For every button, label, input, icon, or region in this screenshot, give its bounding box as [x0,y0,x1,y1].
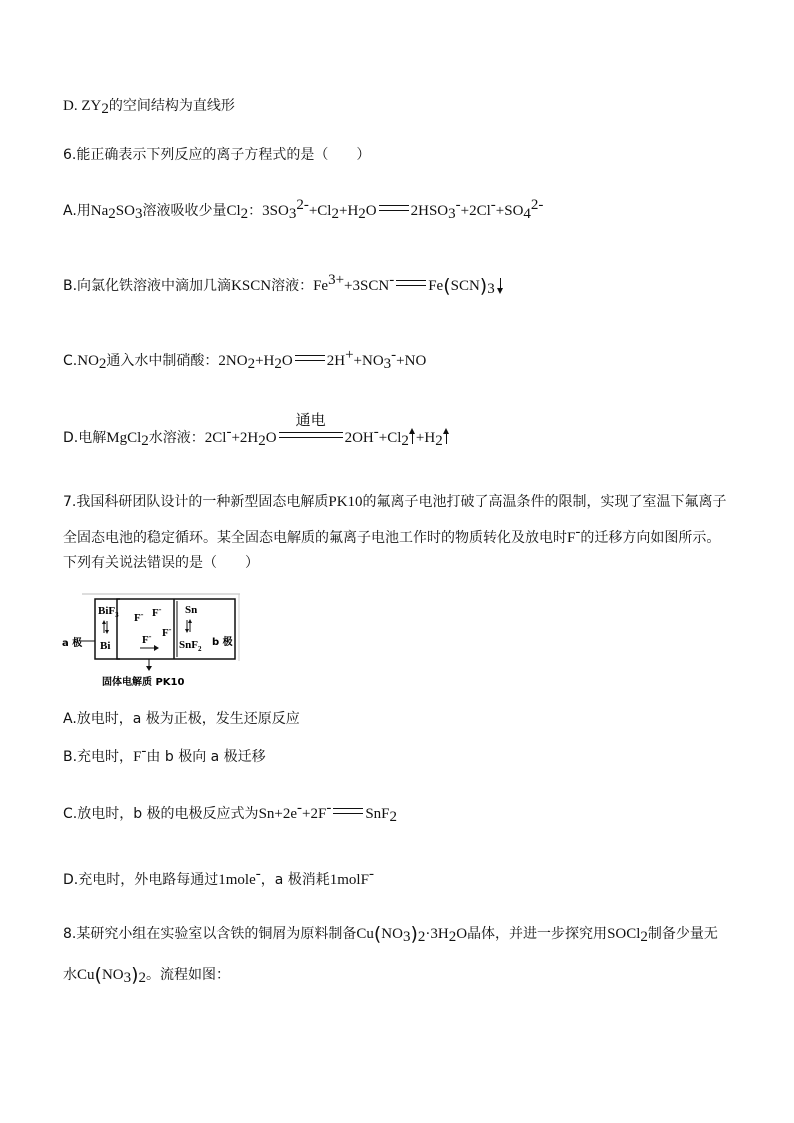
equals-sign [396,280,426,286]
precipitate-arrow-icon [500,278,501,292]
q7-stem-line3: 下列有关说法错误的是（ ） [63,555,259,571]
q7-stem-line2: 全固态电池的稳定循环。某全固态电解质的氟离子电池工作时的物质转化及放电时F-的迁移方向如图所示。 [63,524,721,546]
q5-optd-formula: D. ZY [63,98,102,114]
f-ion-label: F- [142,632,152,646]
f-ion-label: F- [134,610,144,624]
equals-sign [379,205,409,211]
diagram-caption: 固体电解质 PK10 [102,677,185,687]
equals-sign [295,355,325,361]
q8-stem-line1: 8.某研究小组在实验室以含铁的铜屑为原料制备$Cu(NO_3)_2\cdot 3H_2O$晶体，并进一步探究用SOCl$_2$制备少量无 [63,923,718,945]
gas-arrow-icon [412,430,413,444]
gas-arrow-icon [446,430,447,444]
electrode-a-label: a 极 [62,638,83,649]
q7-option-c: C.放电时，b 极的电极反应式为Sn+2e-+2F- SnF$_2$ [63,800,398,825]
electrolysis-equals-sign [279,411,343,438]
bif3-label: BiF$_3$ [98,605,119,619]
battery-diagram [62,593,242,687]
q6-option-a: A.用$Na_2SO_3$溶液吸收少量$Cl_2$：$3SO_3^{2-}+Cl_2+H_2O$ $2HSO_3^-+2Cl^-+SO_4^{2-}$ [63,197,544,222]
sn-label: Sn [185,604,198,616]
q5-option-d: D. $ZY_2$的空间结构为直线形 [63,98,235,117]
q7-option-a: A.放电时，a 极为正极，发生还原反应 [63,711,300,727]
snf2-label: SnF$_2$ [179,639,202,653]
q6-option-d: D.电解MgCl$_2$水溶液：$2Cl^-+2H_2O$ 通电 $2OH^-+Cl_2 +H_2$ [63,428,450,448]
f-ion-label: F- [162,625,172,639]
q6-option-c: $C.NO_2$通入水中制硝酸：$2NO_2+H_2O$ $2H^++NO_3^-+NO$ [63,347,427,372]
q6-stem: 6.能正确表示下列反应的离子方程式的是（ ） [63,147,371,163]
electrode-b-label: b 极 [212,637,233,648]
q7-option-b: B.充电时，F-由 b 极向 a 极迁移 [63,743,266,765]
electrolysis-condition: 通电 [295,411,326,429]
bi-label: Bi [100,640,111,652]
f-ion-label: F- [152,605,162,619]
q7-stem-line1: 7.我国科研团队设计的一种新型固态电解质PK10的氟离子电池打破了高温条件的限制，实现了室温下氟离子 [63,494,727,510]
q8-stem-line2: 水$Cu(NO_3)_2$。流程如图： [63,964,231,986]
q7-option-d: D.充电时，外电路每通过1mole-，a 极消耗1molF- [63,866,374,888]
q6-option-b: B.向氯化铁溶液中滴加几滴KSCN溶液：$Fe^{3+}+3SCN^-$ $Fe(SCN)_3$ [63,276,506,296]
equals-sign [333,808,363,814]
